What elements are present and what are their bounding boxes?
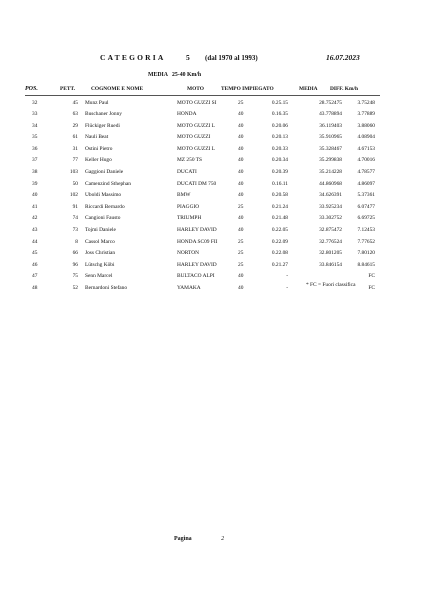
cell-pett: 77 <box>72 157 78 164</box>
cell-time: 0.22.09 <box>271 238 288 245</box>
cell-diff: 3.75248 <box>357 99 375 106</box>
table-row <box>0 132 424 144</box>
cell-type: 25 <box>238 261 244 268</box>
table-row <box>0 143 424 155</box>
cell-name: Uboldi Massimo <box>85 192 122 199</box>
cell-time: 0.16.35 <box>271 111 288 118</box>
cell-time: 0.21.27 <box>271 261 288 268</box>
page-label: Pagina <box>174 536 192 542</box>
cell-diff: 4.08904 <box>357 134 375 141</box>
cell-pos: 48 <box>32 285 38 291</box>
col-name: COGNOME E NOME <box>91 86 144 92</box>
cell-moto: TRIUMPH <box>177 215 202 222</box>
cell-pett: 91 <box>72 203 78 210</box>
cell-time: 0.20.39 <box>271 169 288 176</box>
cell-moto: MOTO GUZZI SI <box>177 99 217 106</box>
cell-moto: DUCATI DM 750 <box>177 180 217 187</box>
cell-pos: 45 <box>32 250 38 257</box>
media-line <box>148 72 205 78</box>
cell-name: Gaggioni Daniele <box>85 169 124 176</box>
cell-diff: 3.88060 <box>357 122 375 129</box>
cell-name: Tojmi Daniele <box>85 227 116 234</box>
cell-diff: FC <box>368 285 375 291</box>
cell-moto: BULTACO ALPI <box>177 273 215 280</box>
table-row <box>0 109 424 121</box>
media-label: MEDIA <box>148 72 168 78</box>
cell-media: 36.119403 <box>319 122 342 129</box>
cell-name: Ostini Pietro <box>85 145 113 152</box>
cell-moto: NORTON <box>177 250 200 257</box>
cell-time: - <box>286 285 288 291</box>
page-number: 2 <box>221 536 225 542</box>
cell-name: Cassol Marco <box>85 238 115 245</box>
cell-pett: 74 <box>72 215 78 222</box>
table-row <box>0 283 424 295</box>
cell-name: Camenzind Sthephan <box>85 180 131 187</box>
table-row <box>0 155 424 167</box>
cell-pos: 39 <box>32 180 38 187</box>
cell-pos: 36 <box>32 145 38 152</box>
table-row <box>0 97 424 109</box>
cell-time: - <box>286 273 288 280</box>
table-row <box>0 213 424 225</box>
col-time: TEMPO IMPIEGATO <box>221 86 274 92</box>
cell-pett: 96 <box>72 261 78 268</box>
cell-type: 40 <box>238 192 244 199</box>
page-header <box>0 53 424 65</box>
cell-media: 33.846154 <box>319 261 342 268</box>
col-pos: POS. <box>25 86 38 92</box>
cell-diff: 4.70016 <box>357 157 375 164</box>
cell-time: 0.20.34 <box>271 157 288 164</box>
cell-media: 33.925234 <box>319 203 342 210</box>
cell-pos: 38 <box>32 169 38 176</box>
cell-pos: 34 <box>32 122 38 129</box>
cell-moto: HARLEY DAVID <box>177 261 217 268</box>
cell-pos: 44 <box>32 238 38 245</box>
cell-time: 0.20.06 <box>271 122 288 129</box>
cell-name: Riccardi Bernardo <box>85 203 125 210</box>
table-row <box>0 271 424 283</box>
cell-media: 35.910965 <box>319 134 342 141</box>
cell-diff: 4.67153 <box>357 145 375 152</box>
cell-pos: 43 <box>32 227 38 234</box>
cell-pett: 31 <box>72 145 78 152</box>
column-headers <box>0 86 424 95</box>
cell-diff: 5.37361 <box>357 192 375 199</box>
cell-type: 40 <box>238 215 244 222</box>
cell-pos: 37 <box>32 157 38 164</box>
cell-media: 33.302752 <box>319 215 342 222</box>
cell-name: Buschaner Jonny <box>85 111 122 118</box>
cell-time: 0.20.33 <box>271 145 288 152</box>
cell-name: Joss Christian <box>85 250 116 257</box>
table-row <box>0 190 424 202</box>
cell-media: 35.214228 <box>319 169 342 176</box>
category-range: (dal 1970 al 1993) <box>205 53 258 62</box>
page-footer <box>174 536 224 542</box>
cell-type: 40 <box>238 227 244 234</box>
cell-moto: PIAGGIO <box>177 203 200 210</box>
cell-media: 32.776524 <box>319 238 342 245</box>
cell-time: 0.21.48 <box>271 215 288 222</box>
cell-type: 40 <box>238 180 244 187</box>
results-table <box>0 97 424 294</box>
cell-diff: 8.84615 <box>357 261 375 268</box>
cell-pos: 42 <box>32 215 38 222</box>
cell-name: Flückiger Ruedi <box>85 122 120 129</box>
table-row <box>0 167 424 179</box>
cell-pos: 32 <box>32 99 38 106</box>
cell-media: 34.626391 <box>319 192 342 199</box>
cell-type: 40 <box>238 122 244 129</box>
cell-type: 40 <box>238 273 244 280</box>
cell-name: Cangioni Fausto <box>85 215 121 222</box>
cell-diff: 7.77652 <box>357 238 375 245</box>
cell-type: 40 <box>238 285 244 291</box>
table-row <box>0 225 424 237</box>
cell-type: 40 <box>238 169 244 176</box>
cell-name: Senn Marcel <box>85 273 113 280</box>
cell-pos: 35 <box>32 134 38 141</box>
cell-type: 40 <box>238 134 244 141</box>
cell-time: 0.22.08 <box>271 250 288 257</box>
race-date: 16.07.2023 <box>326 53 360 62</box>
cell-media: 32.801205 <box>319 250 342 257</box>
cell-moto: YAMAKA <box>177 285 201 291</box>
cell-pett: 75 <box>72 273 78 280</box>
col-moto: MOTO <box>187 86 204 92</box>
col-media: MEDIA <box>299 86 318 92</box>
table-row <box>0 236 424 248</box>
cell-time: 0.22.05 <box>271 227 288 234</box>
cell-diff: 6.69725 <box>357 215 375 222</box>
table-row <box>0 259 424 271</box>
table-row <box>0 120 424 132</box>
cell-type: 40 <box>238 111 244 118</box>
col-diff: DIFF. Km/h <box>330 86 358 92</box>
category-label: CATEGORIA <box>100 53 166 62</box>
cell-type: 25 <box>238 250 244 257</box>
header-divider <box>25 95 380 96</box>
cell-pett: 29 <box>72 122 78 129</box>
cell-pos: 40 <box>32 192 38 199</box>
cell-type: 25 <box>238 203 244 210</box>
cell-diff: 4.86097 <box>357 180 375 187</box>
category-number: 5 <box>186 53 190 62</box>
cell-pett: 8 <box>75 238 78 245</box>
cell-type: 25 <box>238 238 244 245</box>
cell-time: 0.25.15 <box>271 99 288 106</box>
cell-diff: 6.07477 <box>357 203 375 210</box>
cell-moto: HARLEY DAVID <box>177 227 217 234</box>
cell-type: 40 <box>238 157 244 164</box>
cell-pett: 50 <box>72 180 78 187</box>
cell-pos: 47 <box>32 273 38 280</box>
cell-moto: DUCATI <box>177 169 197 176</box>
cell-pett: 45 <box>72 99 78 106</box>
cell-moto: HONDA SC09 FII <box>177 238 218 245</box>
cell-pett: 103 <box>69 169 78 176</box>
cell-time: 0.16.11 <box>272 180 288 187</box>
cell-name: Lütschg Köbi <box>85 261 115 268</box>
cell-pett: 63 <box>72 111 78 118</box>
cell-name: Munz Paul <box>85 99 109 106</box>
table-row <box>0 248 424 260</box>
cell-moto: MOTO GUZZI L <box>177 145 215 152</box>
cell-pos: 46 <box>32 261 38 268</box>
cell-moto: HONDA <box>177 111 197 118</box>
cell-media: 43.778894 <box>319 111 342 118</box>
table-row <box>0 178 424 190</box>
cell-name: Nauli Beat <box>85 134 109 141</box>
cell-pett: 102 <box>69 192 78 199</box>
cell-diff: 7.80120 <box>357 250 375 257</box>
cell-pett: 52 <box>72 285 78 291</box>
cell-name: Keller Hugo <box>85 157 112 164</box>
cell-diff: 4.78577 <box>357 169 375 176</box>
table-row <box>0 201 424 213</box>
cell-pos: 41 <box>32 203 38 210</box>
col-pett: PETT. <box>60 86 76 92</box>
cell-media: 35.328467 <box>319 145 342 152</box>
cell-media: 44.860968 <box>319 180 342 187</box>
cell-pos: 33 <box>32 111 38 118</box>
cell-diff: 7.12453 <box>357 227 375 234</box>
footnote: * FC = Fuori classifica <box>306 282 356 288</box>
cell-name: Bernardoni Stefano <box>85 285 128 291</box>
cell-moto: MZ 250 TS <box>177 157 203 164</box>
cell-type: 40 <box>238 145 244 152</box>
cell-pett: 73 <box>72 227 78 234</box>
cell-media: 32.875472 <box>319 227 342 234</box>
cell-media: 28.752475 <box>319 99 342 106</box>
cell-pett: 61 <box>72 134 78 141</box>
cell-moto: BMW <box>177 192 191 199</box>
cell-time: 0.21.24 <box>271 203 288 210</box>
cell-moto: MOTO GUZZI <box>177 134 211 141</box>
cell-diff: FC <box>368 273 375 280</box>
cell-type: 25 <box>238 99 244 106</box>
cell-diff: 3.77889 <box>357 111 375 118</box>
cell-time: 0.20.13 <box>271 134 288 141</box>
media-range: 25-40 Km/h <box>171 72 202 78</box>
cell-time: 0.20.58 <box>271 192 288 199</box>
cell-moto: MOTO GUZZI L <box>177 122 215 129</box>
cell-media: 35.299838 <box>319 157 342 164</box>
cell-pett: 66 <box>72 250 78 257</box>
